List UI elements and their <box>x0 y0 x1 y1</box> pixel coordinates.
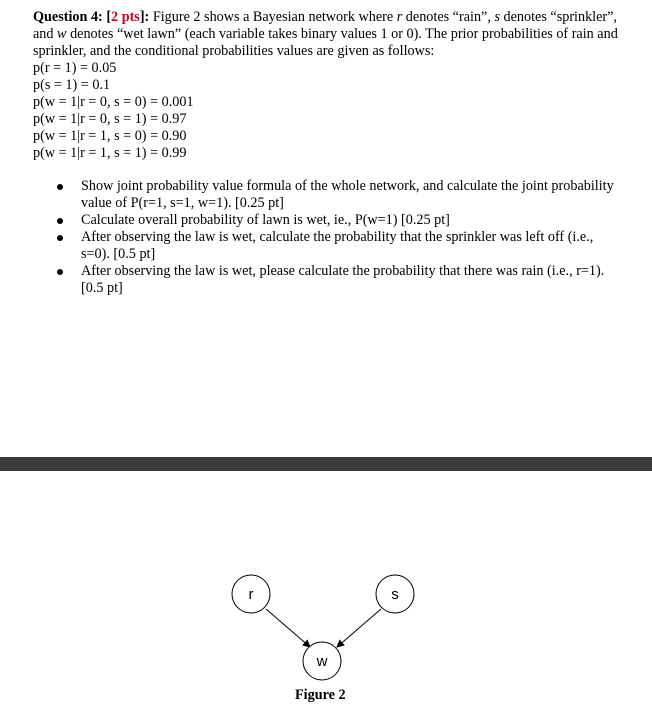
figure-caption: Figure 2 <box>295 687 346 703</box>
intro-part-c: denotes “sprinkler”, and <box>33 9 617 42</box>
var-r: r <box>396 9 403 25</box>
prob-line: p(s = 1) = 0.1 <box>33 77 111 93</box>
node-w-label: w <box>316 653 328 670</box>
var-w: w <box>57 26 67 42</box>
node-w <box>303 642 341 680</box>
points-value: 2 pts <box>111 9 140 25</box>
intro-part-a: Figure 2 shows a Bayesian network where <box>149 9 397 25</box>
prob-line: p(w = 1|r = 1, s = 0) = 0.90 <box>33 128 187 144</box>
points-close: ]: <box>139 9 150 25</box>
intro-part-d: denotes “wet lawn” (each variable takes binary values 1 or 0). The prior probabilities of rain and sprinkler, and the conditional probabilities values are given as follows: <box>33 26 618 59</box>
points-open: [ <box>102 9 112 25</box>
prob-line: p(w = 1|r = 0, s = 0) = 0.001 <box>33 94 194 110</box>
task-text: Show joint probability value formula of the whole network, and calculate the joint probability value of P(r=1, s=1, w=1). [0.25 pt] <box>81 178 614 211</box>
task-text: Calculate overall probability of lawn is wet, ie., P(w=1) [0.25 pt] <box>81 212 450 228</box>
node-s-label: s <box>391 586 399 603</box>
var-s: s <box>494 9 500 25</box>
task-text: After observing the law is wet, calculate the probability that the sprinkler was left off (i.e., s=0). [0.5 pt] <box>81 229 594 262</box>
node-r <box>232 575 270 613</box>
edge-r-to-w <box>266 609 310 647</box>
node-s <box>376 575 414 613</box>
prob-line: p(r = 1) = 0.05 <box>33 60 117 76</box>
node-r-label: r <box>248 586 254 603</box>
edge-s-to-w <box>337 609 381 647</box>
prob-line: p(w = 1|r = 0, s = 1) = 0.97 <box>33 111 187 127</box>
task-text: After observing the law is wet, please calculate the probability that there was rain (i.e., r=1). [0.5 pt] <box>81 263 605 296</box>
question-label: Question 4: <box>33 9 103 25</box>
prob-line: p(w = 1|r = 1, s = 1) = 0.99 <box>33 145 187 161</box>
intro-part-b: denotes “rain”, <box>402 9 495 25</box>
